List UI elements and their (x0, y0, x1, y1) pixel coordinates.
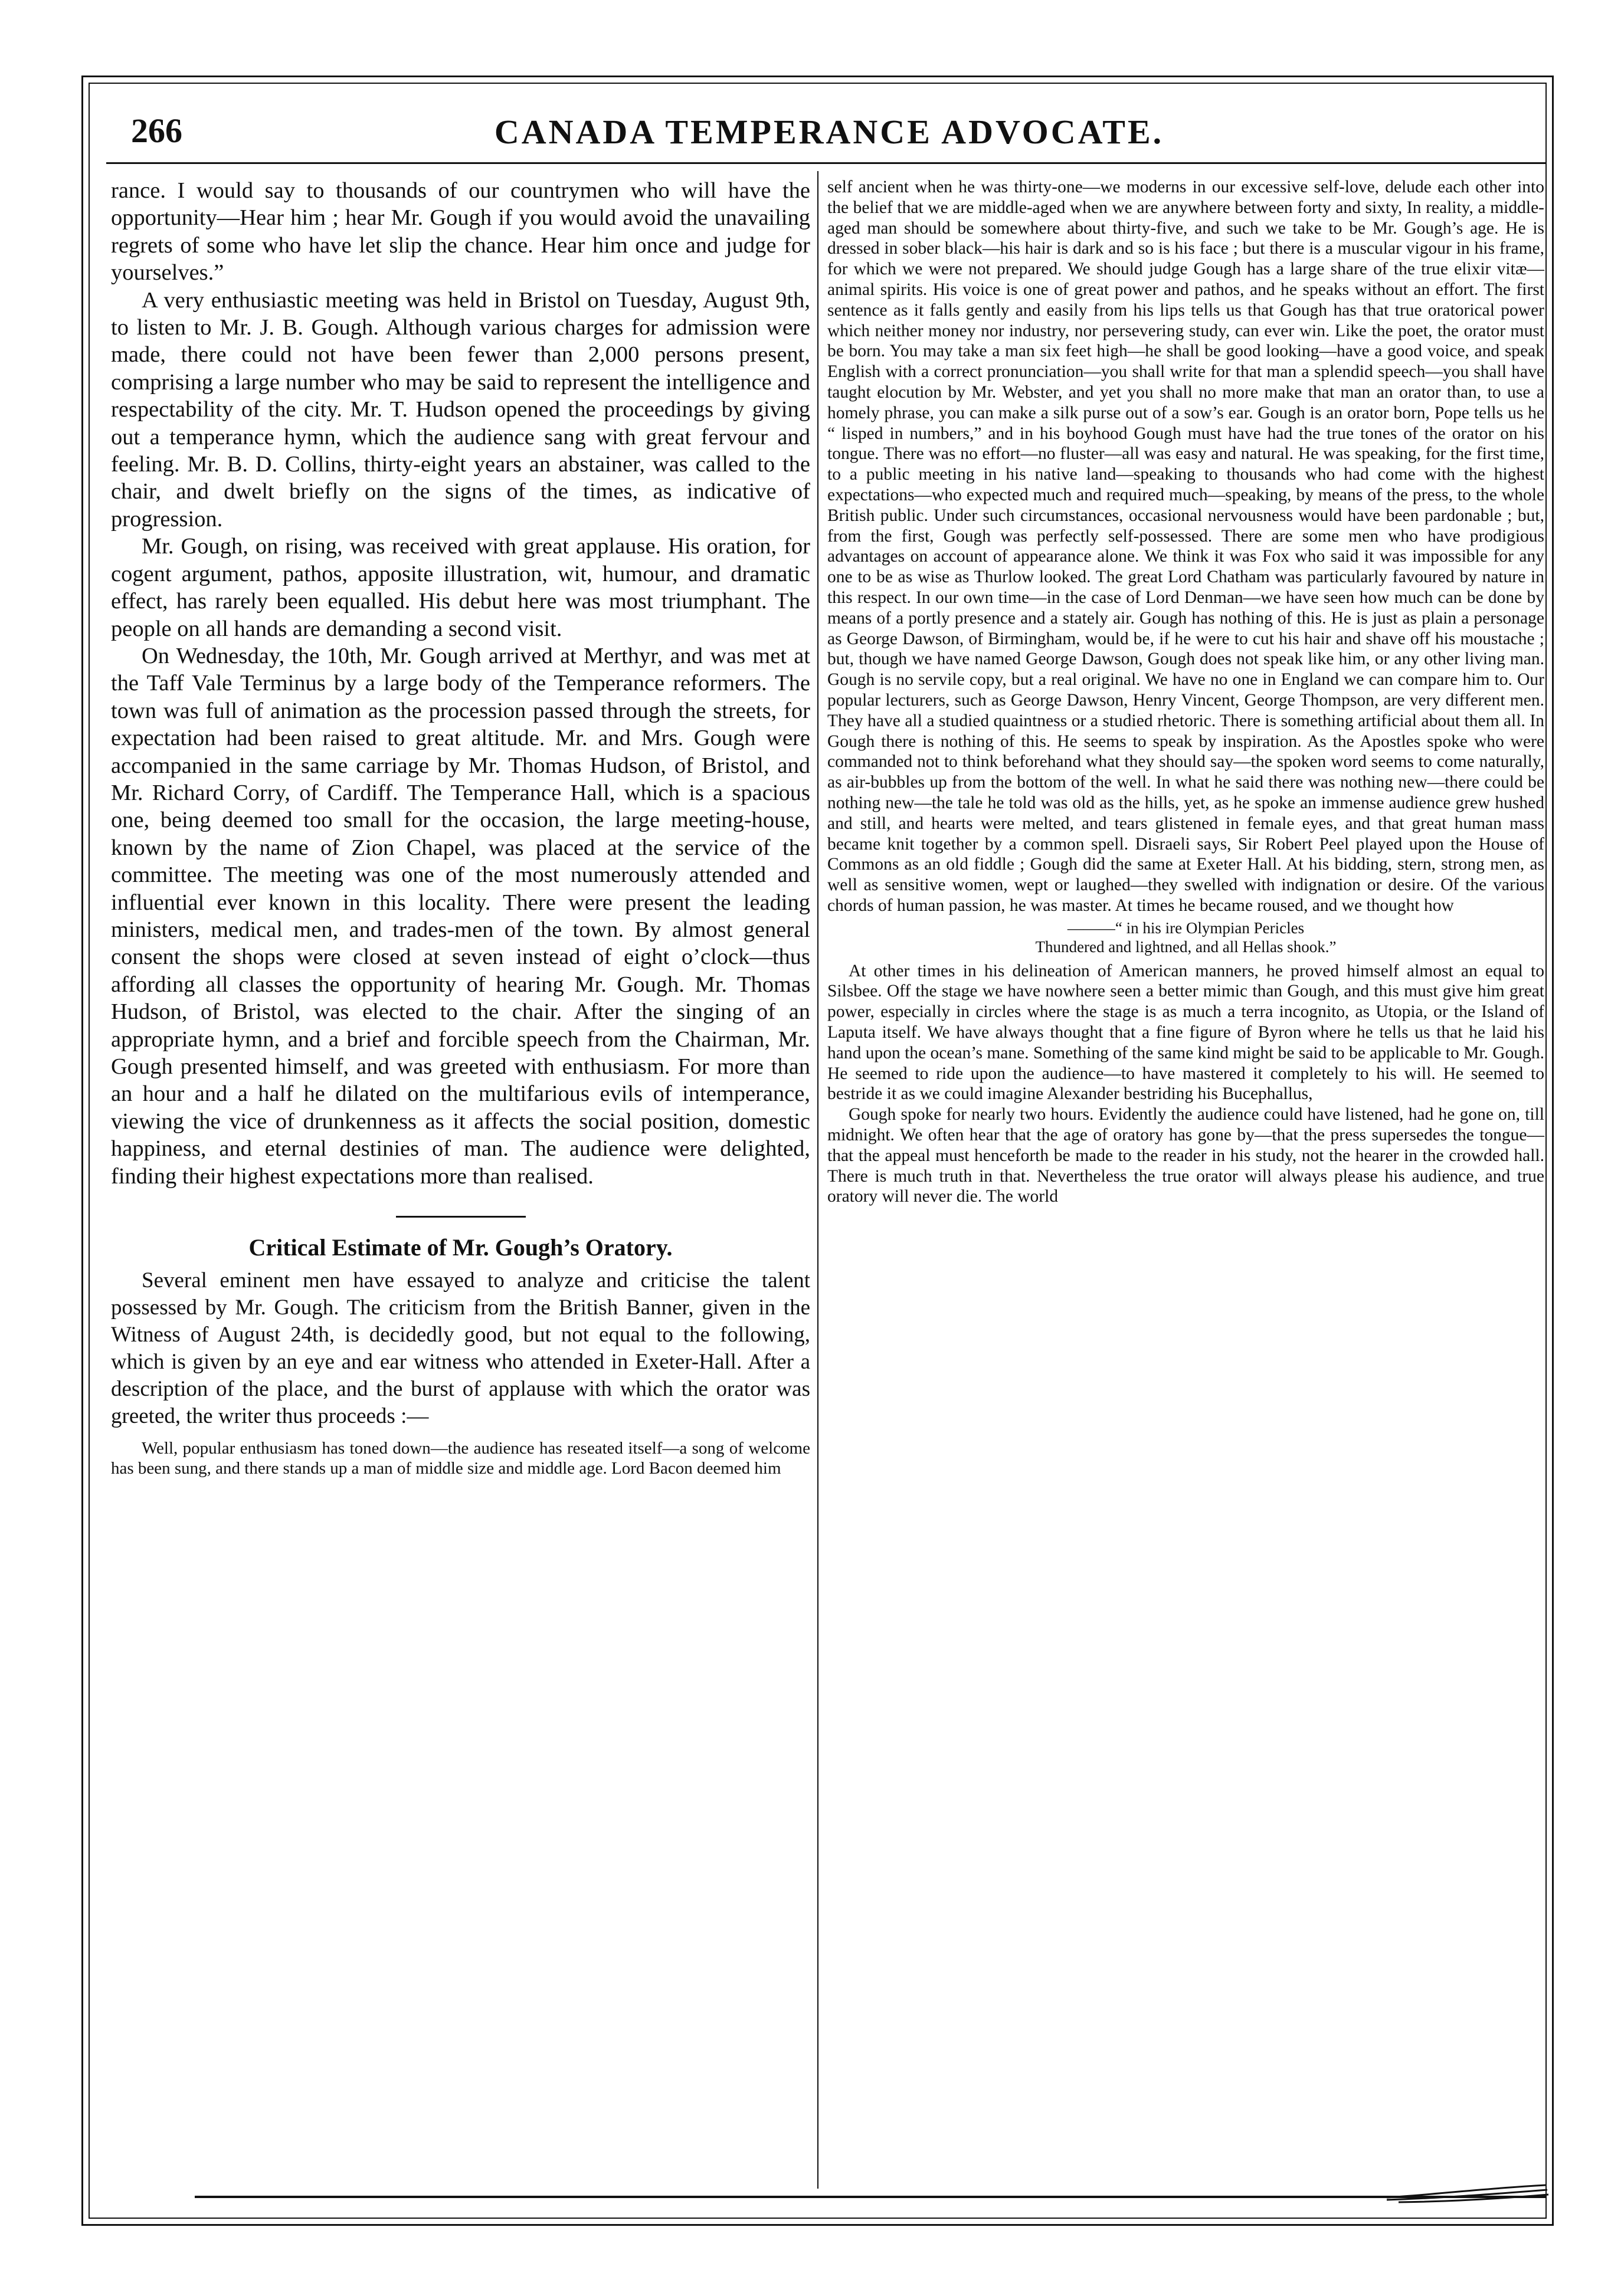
left-column (111, 177, 810, 1478)
verse-quote (827, 919, 1544, 956)
paragraph: self ancient when he was thirty-one—we moderns in our excessive self-love, delude each other into the belief that we are middle-aged when we are anywhere between forty and sixty, In reality, a middle-aged man should be somewhere about thirty-five, and such we take to be Mr. Gough’s age. He is dressed in sober black—his hair is dark and so is his face ; but there is a muscular vigour in his frame, for which we were not prepared. We should judge Gough has a large share of the true elixir vitæ—animal spirits. His voice is one of great power and pathos, and he speaks without an effort. The first sentence as it falls gently and easily from his lips tells us that Gough has that true oratorical power which neither money nor industry, nor persevering study, can ever win. Like the poet, the orator must be born. You may take a man six feet high—he shall be good looking—have a good voice, and speak English with a correct pronunciation—you shall write for that man a splendid speech—you shall have taught elocution by Mr. Webster, and yet you shall no more make that man an orator than, to use a homely phrase, you can make a silk purse out of a sow’s ear. Gough is an orator born, Pope tells us he “ lisped in numbers,” and in his boyhood Gough must have had the true tones of the orator on his tongue. There was no effort—no fluster—all was easy and natural. He was speaking, for the first time, to a public meeting in his native land—speaking to thousands who had come with the highest expectations—who expected much and required much—speaking, by means of the press, to the whole British public. Under such circumstances, occasional nervousness would have been pardonable ; but, from the first, Gough was perfectly self-possessed. There are some men who have prodigious advantages on account of appearance alone. We think it was Fox who said it was impossible for any one to be as wise as Thurlow looked. The great Lord Chatham was particularly favoured by nature in this respect. In our own time—in the case of Lord Denman—we have seen how much can be done by means of a portly presence and a stately air. Gough has nothing of this. He is just as plain a personage as George Dawson, of Birmingham, would be, if he were to cut his hair and shave off his moustache ; but, though we have named George Dawson, Gough does not speak like him, or any other living man. Gough is no servile copy, but a real original. We have no one in England we can compare him to. Our popular lecturers, such as George Dawson, Henry Vincent, George Thompson, are very different men. They have all a studied quaintness or a studied rhetoric. There is something artificial about them all. In Gough there is nothing of this. He seems to speak by inspiration. As the Apostles spoke who were commanded not to think beforehand what they should say—the spoken word seems to come naturally, as air-bubbles up from the bottom of the well. In what he said there was nothing new—there could be nothing new—the tale he told was old as the hills, yet, as he spoke an immense audience grew hushed and still, and hearts were melted, and tears glistened in female eyes, and that great human mass became knit together by a common spell. Disraeli says, Sir Robert Peel played upon the House of Commons as an old fiddle ; Gough did the same at Exeter Hall. At his bidding, stern, strong men, as well as sensitive women, wept or laughed—they swelled with indignation or desire. Of the various chords of human passion, he was master. At times he became roused, and we thought how (827, 178, 1544, 915)
paragraph-small: Well, popular enthusiasm has toned down—the audience has reseated itself—a song of welcome has been sung, and there stands up a man of middle size and middle age. Lord Bacon deemed him (111, 1439, 810, 1478)
paragraph: Several eminent men have essayed to analyze and criticise the talent possessed by Mr. Gough. The criticism from the British Banner, given in the Witness of August 24th, is decidedly good, but not equal to the following, which is given by an eye and ear witness who attended in Exeter-Hall. After a description of the place, and the burst of applause with which the orator was greeted, the writer thus proceeds :— (111, 1268, 810, 1429)
section-rule (396, 1216, 526, 1218)
paragraph: On Wednesday, the 10th, Mr. Gough arrived at Merthyr, and was met at the Taff Vale Terminus by a large body of the Temperance reformers. The town was full of animation as the procession passed through the streets, for expectation had been raised to great altitude. Mr. and Mrs. Gough were accompanied in the same carriage by Mr. Thomas Hudson, of Bristol, and Mr. Richard Corry, of Cardiff. The Temperance Hall, which is a spacious one, being deemed too small for the occasion, the large meeting-house, known by the name of Zion Chapel, was placed at the service of the committee. The meeting was one of the most numerously attended and influential ever known in this locality. There were present the leading ministers, medical men, and trades-men of the town. By almost general consent the shops were closed at seven instead of eight o’clock—thus affording all classes the opportunity of hearing Mr. Gough. Mr. Thomas Hudson, of Bristol, was elected to the chair. After the singing of an appropriate hymn, and a brief and forcible speech from the Chairman, Mr. Gough presented himself, and was greeted with enthusiasm. For more than an hour and a half he dilated on the multifarious evils of intemperance, viewing the vice of drunkenness as it affects the social position, domestic happiness, and eternal destinies of man. The audience were delighted, finding their highest expectations more than realised. (111, 643, 810, 1189)
verse-line: Thundered and lightned, and all Hellas shook.” (1035, 937, 1337, 956)
paragraph: A very enthusiastic meeting was held in Bristol on Tuesday, August 9th, to listen to Mr. J. B. Gough. Although various charges for admission were made, there could not have been fewer than 2,000 persons present, comprising a large number who may be said to represent the intelligence and respectability of the city. Mr. T. Hudson opened the proceedings by giving out a temperance hymn, which the audience sang with great fervour and feeling. Mr. B. D. Collins, thirty-eight years an abstainer, was called to the chair, and dwelt briefly on the signs of the times, as indicative of progression. (111, 287, 810, 532)
running-title: CANADA TEMPERANCE ADVOCATE. (494, 113, 1164, 151)
paragraph: rance. I would say to thousands of our countrymen who will have the opportunity—Hear him ; hear Mr. Gough if you would avoid the unavailing regrets of some who have let slip the chance. Hear him once and judge for yourselves.” (111, 178, 810, 286)
bottom-rule (195, 2196, 1546, 2198)
page-number: 266 (131, 111, 182, 150)
page-header (124, 106, 1534, 159)
paragraph: Gough spoke for nearly two hours. Evidently the audience could have listened, had he gone on, till midnight. We often hear that the age of oratory has gone by—that the press supersedes the tongue—that the appeal must henceforth be made to the reader in his study, not the hearer in the crowded hall. There is much truth in that. Nevertheless the true orator will always please his audience, and true oratory will never die. The world (827, 1105, 1544, 1206)
column-divider (817, 171, 818, 2189)
right-column (827, 177, 1544, 1207)
paragraph: At other times in his delineation of American manners, he proved himself almost an equal to Silsbee. Off the stage we have nowhere seen a better mimic than Gough, and this must give him great power, especially in circles where the stage is as much a terra incognito, as Utopia, or the Island of Laputa itself. We have always thought that a fine figure of Byron where he tells us that he laid his hand upon the ocean’s mane. Something of the same kind might be said to be applicable to Mr. Gough. He seemed to ride upon the audience—to have mastered it completely to his will. He seemed to bestride it as we could imagine Alexander bestriding his Bucephallus, (827, 961, 1544, 1104)
verse-line: ———“ in his ire Olympian Pericles (1067, 919, 1305, 937)
header-rule (106, 162, 1546, 164)
bottom-flourish-ornament (1387, 2183, 1552, 2212)
paragraph: Mr. Gough, on rising, was received with great applause. His oration, for cogent argument, pathos, apposite illustration, wit, humour, and dramatic effect, has rarely been equalled. His debut here was most triumphant. The people on all hands are demanding a second visit. (111, 534, 810, 641)
section-title: Critical Estimate of Mr. Gough’s Oratory. (248, 1234, 673, 1261)
